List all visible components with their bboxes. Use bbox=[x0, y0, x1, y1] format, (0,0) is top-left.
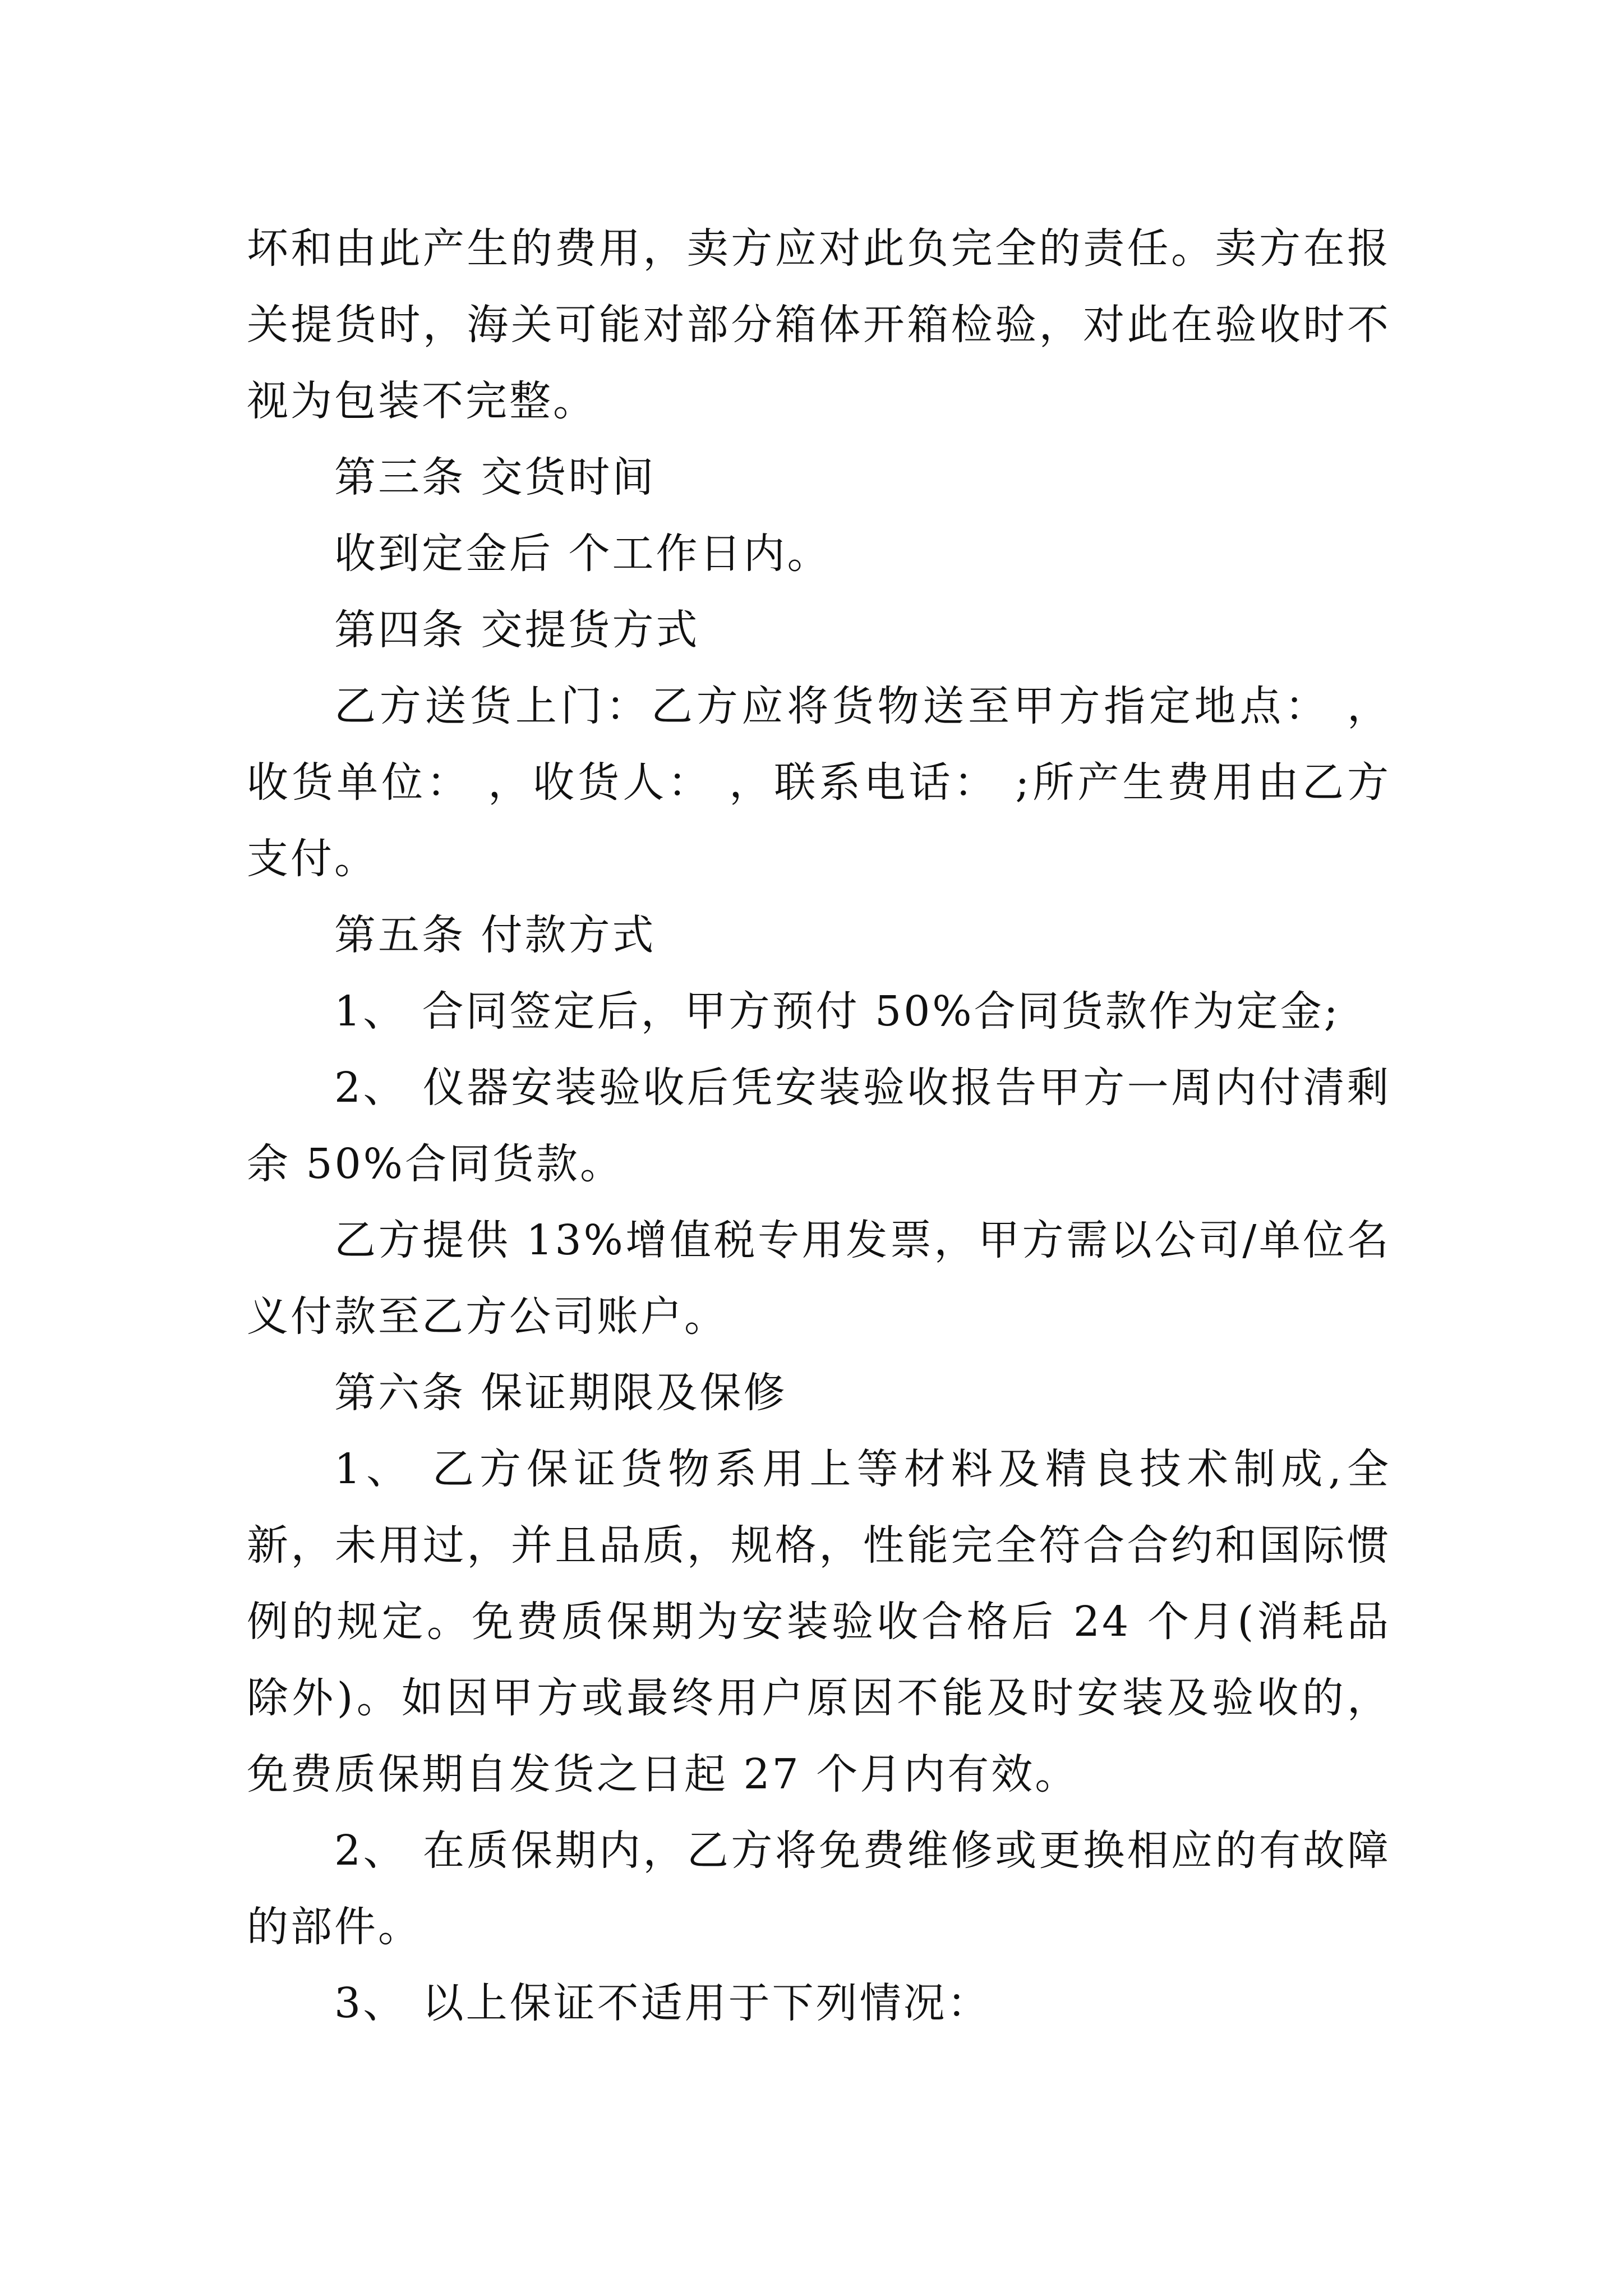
paragraph-warranty-1: 1、 乙方保证货物系用上等材料及精良技术制成,全新，未用过，并且品质，规格，性能完全符合合约和国际惯例的规定。免费质保期为安装验收合格后 24 个月(消耗品除外)。如因甲方或最终用户原因不能及时安装及验收的，免费质保期自发货之日起 27 个月内有效。 bbox=[247, 1445, 1391, 1798]
heading-article-3: 第三条 交货时间 bbox=[334, 453, 656, 501]
paragraph-delivery-time: 收到定金后 个工作日内。 bbox=[334, 530, 831, 578]
paragraph-payment-1: 1、 合同签定后，甲方预付 50%合同货款作为定金; bbox=[334, 987, 1340, 1036]
paragraph-packaging-liability: 坏和由此产生的费用，卖方应对此负完全的责任。卖方在报关提货时，海关可能对部分箱体开箱检验，对此在验收时不视为包装不完整。 bbox=[247, 224, 1391, 425]
paragraph-warranty-3: 3、 以上保证不适用于下列情况： bbox=[334, 1979, 991, 2027]
paragraph-warranty-2: 2、 在质保期内，乙方将免费维修或更换相应的有故障的部件。 bbox=[247, 1826, 1391, 1951]
paragraph-invoice: 乙方提供 13%增值税专用发票，甲方需以公司/单位名义付款至乙方公司账户。 bbox=[247, 1216, 1391, 1341]
heading-article-4: 第四条 交提货方式 bbox=[334, 606, 700, 654]
paragraph-payment-2: 2、 仪器安装验收后凭安装验收报告甲方一周内付清剩余 50%合同货款。 bbox=[247, 1064, 1391, 1188]
paragraph-delivery-method: 乙方送货上门：乙方应将货物送至甲方指定地点： ，收货单位： ，收货人： ，联系电话： ;所产生费用由乙方支付。 bbox=[247, 682, 1391, 883]
heading-article-5: 第五条 付款方式 bbox=[334, 911, 656, 959]
document-body bbox=[247, 210, 1391, 2041]
heading-article-6: 第六条 保证期限及保修 bbox=[334, 1369, 787, 1417]
